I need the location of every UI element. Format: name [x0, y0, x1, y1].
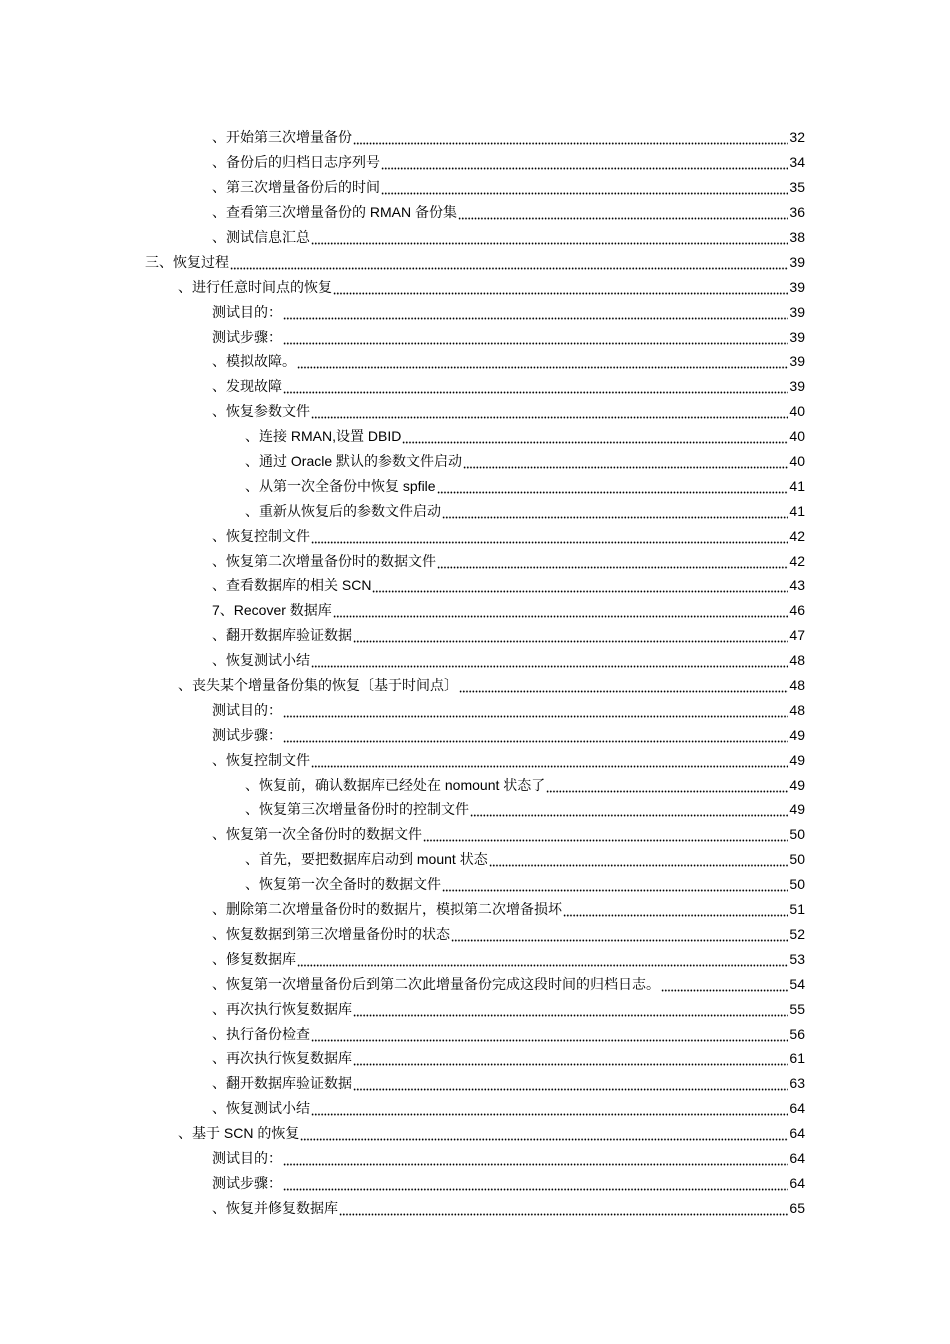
toc-entry-title: 测试步骤： — [212, 1174, 282, 1191]
toc-entry[interactable] — [0, 722, 950, 747]
toc-entry[interactable] — [0, 772, 950, 797]
toc-page-number: 49 — [789, 776, 805, 793]
toc-page-number: 41 — [789, 502, 805, 519]
toc-entry[interactable] — [0, 1046, 950, 1071]
toc-entry[interactable] — [0, 175, 950, 200]
toc-entry-title: 、删除第二次增量备份时的数据片，模拟第二次增备损坏 — [212, 901, 562, 918]
toc-dot-leader — [402, 427, 788, 445]
toc-entry[interactable] — [0, 1071, 950, 1096]
toc-entry[interactable] — [0, 648, 950, 673]
toc-entry-title: 测试目的： — [212, 1149, 282, 1166]
toc-entry-title: 、查看数据库的相关 SCN — [212, 577, 372, 594]
toc-entry[interactable] — [0, 523, 950, 548]
toc-page-number: 55 — [789, 1000, 805, 1017]
toc-entry-title: 、恢复并修复数据库 — [212, 1199, 338, 1216]
toc-entry[interactable] — [0, 125, 950, 150]
toc-page-number: 39 — [789, 328, 805, 345]
toc-entry-title: 、发现故障 — [212, 378, 282, 395]
toc-entry-title: 、恢复第一次全备份时的数据文件 — [212, 826, 422, 843]
toc-entry[interactable] — [0, 1021, 950, 1046]
toc-entry[interactable] — [0, 1096, 950, 1121]
toc-page-number: 34 — [789, 154, 805, 171]
toc-dot-leader — [563, 900, 788, 918]
toc-dot-leader — [381, 153, 788, 171]
toc-entry[interactable] — [0, 996, 950, 1021]
toc-entry[interactable] — [0, 673, 950, 698]
toc-entry[interactable] — [0, 971, 950, 996]
toc-page-number: 49 — [789, 751, 805, 768]
toc-entry[interactable] — [0, 249, 950, 274]
toc-page-number: 48 — [789, 677, 805, 694]
toc-entry-title: 、恢复前，确认数据库已经处在 nomount 状态了 — [245, 776, 546, 793]
toc-entry[interactable] — [0, 449, 950, 474]
toc-entry[interactable] — [0, 424, 950, 449]
toc-dot-leader — [470, 800, 788, 818]
toc-page-number: 38 — [789, 229, 805, 245]
toc-dot-leader — [311, 651, 788, 669]
toc-entry[interactable] — [0, 399, 950, 424]
toc-entry-title: 、重新从恢复后的参数文件启动 — [245, 502, 441, 519]
toc-dot-leader — [283, 726, 788, 744]
toc-entry[interactable] — [0, 374, 950, 399]
toc-entry-title: 、恢复第三次增量备份时的控制文件 — [245, 801, 469, 818]
toc-dot-leader — [353, 128, 788, 146]
toc-dot-leader — [311, 751, 788, 769]
toc-page-number: 49 — [789, 801, 805, 818]
toc-entry-title: 、再次执行恢复数据库 — [212, 1000, 352, 1017]
toc-entry-title: 、备份后的归档日志序列号 — [212, 154, 380, 171]
toc-page-number: 39 — [789, 278, 805, 295]
toc-dot-leader — [297, 352, 788, 370]
toc-dot-leader — [311, 527, 788, 545]
toc-entry-title: 、恢复参数文件 — [212, 403, 310, 420]
toc-entry-title: 三、恢复过程 — [145, 253, 229, 270]
toc-entry[interactable] — [0, 548, 950, 573]
toc-entry[interactable] — [0, 897, 950, 922]
toc-page-number: 40 — [789, 403, 805, 420]
toc-entry[interactable] — [0, 1170, 950, 1195]
toc-page-number: 41 — [789, 477, 805, 494]
toc-page-number: 48 — [789, 652, 805, 669]
toc-entry-title: 、从第一次全备份中恢复 spfile — [245, 477, 436, 494]
toc-dot-leader — [546, 776, 788, 794]
toc-entry[interactable] — [0, 150, 950, 175]
toc-entry-title: 、再次执行恢复数据库 — [212, 1050, 352, 1067]
toc-page-number: 64 — [789, 1149, 805, 1166]
toc-dot-leader — [311, 228, 788, 246]
toc-page-number: 42 — [789, 552, 805, 569]
toc-page-number: 36 — [789, 204, 805, 221]
toc-dot-leader — [381, 178, 788, 196]
toc-entry[interactable] — [0, 946, 950, 971]
toc-entry-title: 、恢复控制文件 — [212, 527, 310, 544]
toc-entry[interactable] — [0, 225, 950, 250]
toc-entry-title: 、连接 RMAN,设置 DBID — [245, 428, 402, 445]
toc-dot-leader — [423, 825, 788, 843]
toc-page-number: 50 — [789, 851, 805, 868]
toc-entry-title: 、通过 Oracle 默认的参数文件启动 — [245, 453, 463, 470]
toc-entry[interactable] — [0, 299, 950, 324]
toc-dot-leader — [311, 1025, 788, 1043]
toc-page-number: 40 — [789, 453, 805, 470]
toc-entry-title: 测试步骤： — [212, 726, 282, 743]
toc-dot-leader — [283, 377, 788, 395]
toc-dot-leader — [283, 1149, 788, 1167]
toc-dot-leader — [458, 203, 788, 221]
toc-page-number: 64 — [789, 1100, 805, 1117]
toc-page-number: 61 — [789, 1050, 805, 1067]
toc-entry[interactable] — [0, 274, 950, 299]
toc-page-number: 39 — [789, 303, 805, 320]
toc-entry-title: 、第三次增量备份后的时间 — [212, 179, 380, 196]
toc-dot-leader — [333, 601, 789, 619]
toc-dot-leader — [297, 950, 788, 968]
toc-entry[interactable] — [0, 822, 950, 847]
toc-dot-leader — [451, 925, 788, 943]
toc-entry-title: 、执行备份检查 — [212, 1025, 310, 1042]
toc-page-number: 35 — [789, 179, 805, 196]
toc-page-number: 46 — [789, 602, 805, 619]
toc-entry-title: 、恢复第一次增量备份后到第二次此增量备份完成这段时间的归档日志。 — [212, 975, 660, 992]
toc-entry[interactable] — [0, 324, 950, 349]
toc-entry-title: 、恢复第二次增量备份时的数据文件 — [212, 552, 436, 569]
toc-entry-title: 、恢复测试小结 — [212, 1100, 310, 1117]
toc-entry-title: 测试步骤： — [212, 328, 282, 345]
toc-entry[interactable] — [0, 747, 950, 772]
toc-entry-title: 、开始第三次增量备份 — [212, 129, 352, 146]
toc-dot-leader — [437, 477, 789, 495]
toc-page-number: 39 — [789, 378, 805, 395]
toc-entry[interactable] — [0, 200, 950, 225]
toc-entry-title: 、模拟故障。 — [212, 353, 296, 370]
toc-entry-title: 、基于 SCN 的恢复 — [178, 1125, 300, 1142]
toc-page-number: 56 — [789, 1025, 805, 1042]
toc-page-number: 63 — [789, 1075, 805, 1092]
toc-entry[interactable] — [0, 573, 950, 598]
toc-dot-leader — [353, 1074, 788, 1092]
toc-entry-title: 、恢复数据到第三次增量备份时的状态 — [212, 925, 450, 942]
toc-dot-leader — [463, 452, 788, 470]
toc-dot-leader — [300, 1124, 788, 1142]
toc-entry-title: 测试目的： — [212, 701, 282, 718]
toc-page-number: 50 — [789, 876, 805, 893]
toc-page-number: 39 — [789, 253, 805, 270]
toc-entry-title: 、测试信息汇总 — [212, 229, 310, 245]
toc-dot-leader — [230, 253, 788, 271]
toc-page-number: 49 — [789, 726, 805, 743]
toc-dot-leader — [283, 328, 788, 346]
toc-page-number: 64 — [789, 1174, 805, 1191]
toc-page-number: 65 — [789, 1199, 805, 1216]
toc-dot-leader — [442, 502, 788, 520]
toc-dot-leader — [339, 1199, 788, 1217]
toc-page-number: 64 — [789, 1125, 805, 1142]
toc-page-number: 53 — [789, 950, 805, 967]
toc-page-number: 52 — [789, 925, 805, 942]
toc-entry[interactable] — [0, 697, 950, 722]
toc-page-number: 51 — [789, 901, 805, 918]
toc-entry-title: 、恢复测试小结 — [212, 652, 310, 669]
toc-dot-leader — [353, 626, 788, 644]
toc-entry[interactable] — [0, 797, 950, 822]
toc-entry-title: 、翻开数据库验证数据 — [212, 627, 352, 644]
toc-page-number: 42 — [789, 527, 805, 544]
toc-entry-title: 7、Recover 数据库 — [212, 602, 332, 619]
toc-entry[interactable] — [0, 473, 950, 498]
toc-page-number: 47 — [789, 627, 805, 644]
toc-entry-title: 、首先，要把数据库启动到 mount 状态 — [245, 851, 488, 868]
toc-entry-title: 、丧失某个增量备份集的恢复〔基于时间点〕 — [178, 677, 458, 694]
toc-dot-leader — [442, 875, 788, 893]
toc-page-number: 50 — [789, 826, 805, 843]
toc-dot-leader — [311, 402, 788, 420]
toc-entry[interactable] — [0, 623, 950, 648]
toc-dot-leader — [283, 701, 788, 719]
toc-dot-leader — [333, 278, 788, 296]
table-of-contents — [0, 125, 950, 1220]
toc-dot-leader — [283, 303, 788, 321]
toc-entry[interactable] — [0, 872, 950, 897]
toc-dot-leader — [437, 552, 788, 570]
toc-dot-leader — [353, 1049, 788, 1067]
toc-entry-title: 测试目的： — [212, 303, 282, 320]
toc-page-number: 48 — [789, 701, 805, 718]
toc-entry-title: 、恢复控制文件 — [212, 751, 310, 768]
toc-page-number: 54 — [789, 975, 805, 992]
toc-dot-leader — [311, 1099, 788, 1117]
toc-entry-title: 、翻开数据库验证数据 — [212, 1075, 352, 1092]
toc-page-number: 43 — [789, 577, 805, 594]
toc-dot-leader — [661, 975, 788, 993]
toc-entry[interactable] — [0, 598, 950, 623]
toc-entry[interactable] — [0, 1195, 950, 1220]
toc-entry[interactable] — [0, 922, 950, 947]
toc-entry-title: 、修复数据库 — [212, 950, 296, 967]
toc-dot-leader — [489, 850, 789, 868]
toc-entry[interactable] — [0, 1146, 950, 1171]
toc-entry-title: 、查看第三次增量备份的 RMAN 备份集 — [212, 204, 457, 221]
toc-page-number: 32 — [789, 129, 805, 146]
toc-entry[interactable] — [0, 349, 950, 374]
toc-dot-leader — [459, 676, 788, 694]
toc-dot-leader — [372, 576, 788, 594]
toc-page-number: 40 — [789, 428, 805, 445]
toc-entry-title: 、恢复第一次全备时的数据文件 — [245, 876, 441, 893]
toc-entry[interactable] — [0, 498, 950, 523]
toc-entry[interactable] — [0, 1121, 950, 1146]
toc-entry-title: 、进行任意时间点的恢复 — [178, 278, 332, 295]
toc-dot-leader — [283, 1174, 788, 1192]
toc-page-number: 39 — [789, 353, 805, 370]
toc-entry[interactable] — [0, 847, 950, 872]
toc-dot-leader — [353, 1000, 788, 1018]
